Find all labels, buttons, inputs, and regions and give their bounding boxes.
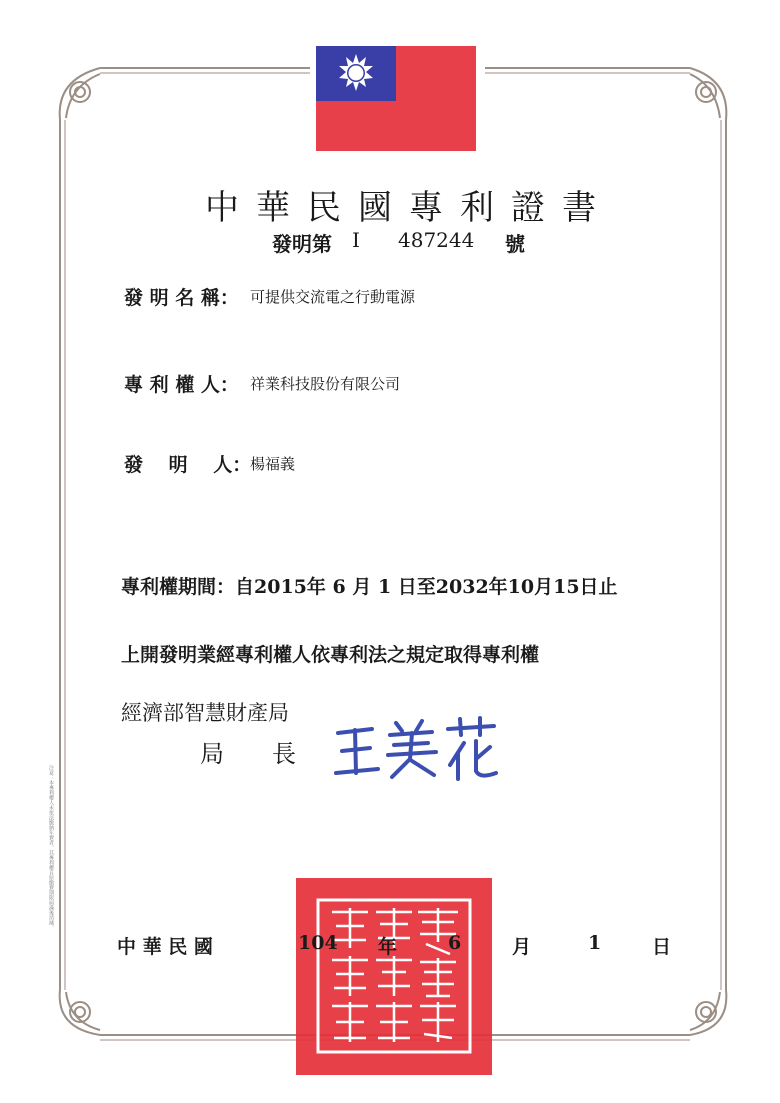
inventor-label: 發 明 人： (124, 454, 252, 476)
issue-date-year: 104 (298, 932, 338, 954)
handwritten-signature-icon (330, 715, 500, 785)
official-seal-icon (296, 878, 492, 1075)
certificate-title: 中華民國專利證書 (205, 188, 613, 228)
side-note: 注意：本專利權人未依法繳納年費者，其專利權自原繳費期限屆滿後消滅。 (48, 765, 54, 930)
issue-date-month-unit: 月 (512, 936, 532, 958)
patent-term: 專利權期間：自2015年 6 月 1 日至2032年10月15日止 (121, 576, 618, 598)
patentee-value: 祥業科技股份有限公司 (250, 375, 401, 393)
invention-name-value: 可提供交流電之行動電源 (250, 288, 416, 306)
issue-date-year-unit: 年 (378, 936, 398, 958)
patentee-label: 專 利 權 人： (124, 374, 239, 396)
patent-number-suffix: 號 (505, 232, 525, 256)
issue-date-day-unit: 日 (652, 936, 672, 958)
issue-date-day: 1 (588, 932, 602, 954)
grant-statement: 上開發明業經專利權人依專利法之規定取得專利權 (121, 644, 540, 666)
invention-name-label: 發 明 名 稱： (124, 287, 239, 309)
issue-date-era: 中 華 民 國 (117, 936, 213, 958)
patent-number: 487244 (398, 228, 475, 252)
patent-number-prefix: 發明第 (272, 232, 332, 256)
director-general-title: 局 長 (200, 740, 296, 768)
inventor-value: 楊福義 (250, 455, 296, 473)
national-flag-icon (316, 46, 476, 151)
issue-date-month: 6 (448, 932, 462, 954)
issuing-office: 經濟部智慧財產局 (121, 701, 289, 725)
patent-number-letter: I (352, 228, 360, 252)
